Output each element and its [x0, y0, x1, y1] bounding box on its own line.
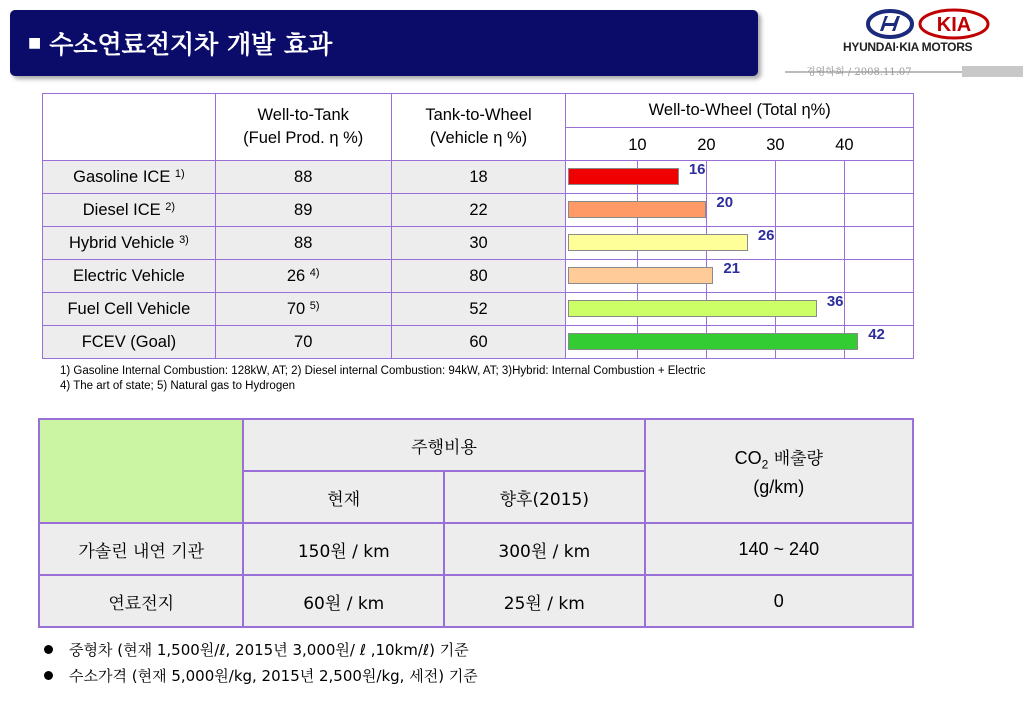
wtt-value: 88: [215, 227, 391, 260]
wtw-bar-cell: [566, 260, 914, 293]
wtw-data-label: 36: [826, 293, 844, 310]
table-row: [43, 293, 914, 326]
table-row: [43, 227, 914, 260]
vehicle-name: Hybrid Vehicle $^{3)}$: [43, 227, 216, 260]
source-bar: [962, 66, 1023, 77]
gridline: [775, 194, 776, 226]
wtw-bar: [568, 300, 816, 317]
gridline: [844, 194, 845, 226]
wtw-bar: [568, 267, 713, 284]
gridline: [844, 227, 845, 259]
now-header: 현재: [243, 471, 444, 523]
gridline: [706, 194, 707, 226]
ttw-value: 18: [391, 161, 566, 194]
vehicle-name: Electric Vehicle: [43, 260, 216, 293]
gridline: [844, 293, 845, 325]
tick-label: 20: [697, 136, 716, 154]
row-label: 연료전지: [39, 575, 243, 627]
list-item: 수소가격 (현재 5,000원/kg, 2015년 2,500원/kg, 세전) 기준: [44, 662, 478, 688]
wtw-bar-cell: [566, 326, 914, 359]
wtw-data-label: 42: [868, 326, 885, 343]
cost-now: 60원 / km: [243, 575, 444, 627]
kia-logo-text: KIA: [936, 14, 972, 36]
table-row: [43, 260, 914, 293]
title-bar: [10, 10, 758, 76]
gridline: [706, 161, 707, 193]
wtw-data-label: 26: [757, 227, 775, 244]
row-label: 가솔린 내연 기관: [39, 523, 243, 575]
footnotes: [60, 364, 705, 394]
future-header: 향후(2015): [444, 471, 645, 523]
co2-value: 0: [645, 575, 913, 627]
table-row: [39, 523, 913, 575]
footnote-line-2: 4) The art of state; 5) Natural gas to Hydrogen: [60, 380, 296, 392]
table-row: [39, 575, 913, 627]
wtw-bar-cell: [566, 227, 914, 260]
table-row: [43, 161, 914, 194]
wtw-bar-cell: [566, 194, 914, 227]
wtt-value: 70: [215, 326, 391, 359]
gridline: [844, 260, 845, 292]
gridline: [775, 161, 776, 193]
wtw-bar: [568, 333, 858, 350]
cost-corner-cell: [39, 419, 243, 523]
hyundai-icon: [880, 16, 900, 31]
wtt-value: 26 $^{4)}$: [215, 260, 391, 293]
tick-label: 10: [628, 136, 647, 154]
gridline: [775, 227, 776, 259]
wtw-bar: [568, 234, 747, 251]
wtw-data-label: 20: [716, 194, 734, 211]
bullet-list: [44, 636, 478, 688]
cost-header: 주행비용: [243, 419, 644, 471]
efficiency-table: [42, 93, 914, 359]
bullet-dot-icon: [44, 671, 53, 680]
wtw-bar-cell: [566, 293, 914, 326]
wtw-data-label: 16: [688, 161, 706, 178]
co2-value: 140 ~ 240: [645, 523, 913, 575]
wtw-axis: [566, 128, 914, 161]
wtw-bar: [568, 168, 678, 185]
cost-future: 300원 / km: [444, 523, 645, 575]
tick-label: 40: [835, 136, 854, 154]
cost-now: 150원 / km: [243, 523, 444, 575]
wtt-value: 88: [215, 161, 391, 194]
vehicle-name: FCEV (Goal): [43, 326, 216, 359]
bullet-dot-icon: [44, 645, 53, 654]
list-item: 중형차 (현재 1,500원/ℓ, 2015년 3,000원/ ℓ ,10km/ℓ) 기준: [44, 636, 478, 662]
vehicle-name: Diesel ICE $^{2)}$: [43, 194, 216, 227]
wtw-header: Well-to-Wheel (Total η%): [566, 94, 914, 128]
gridline: [844, 161, 845, 193]
vehicle-name: Fuel Cell Vehicle: [43, 293, 216, 326]
wtt-value: 70 $^{5)}$: [215, 293, 391, 326]
co2-header: $CO_2$ 배출량 (g/km): [645, 419, 913, 523]
ttw-value: 30: [391, 227, 566, 260]
cost-table: [38, 418, 914, 628]
title-bullet: ■: [28, 35, 42, 51]
wtw-data-label: 21: [723, 260, 740, 277]
wtt-value: 89: [215, 194, 391, 227]
table-row: [43, 326, 914, 359]
source-text: 경영학회 / 2008.11.07: [806, 67, 912, 78]
wtw-bar: [568, 201, 706, 218]
wtt-header: Well-to-Tank (Fuel Prod. η %): [215, 94, 391, 161]
cost-future: 25원 / km: [444, 575, 645, 627]
ttw-value: 60: [391, 326, 566, 359]
page-title: 수소연료전지차 개발 효과: [49, 30, 333, 59]
corner-cell: [43, 94, 216, 161]
gridline: [775, 260, 776, 292]
tick-label: 30: [766, 136, 785, 154]
vehicle-name: Gasoline ICE $^{1)}$: [43, 161, 216, 194]
ttw-header: Tank-to-Wheel (Vehicle η %): [391, 94, 566, 161]
ttw-value: 52: [391, 293, 566, 326]
footnote-line-1: 1) Gasoline Internal Combustion: 128kW, AT; 2) Diesel internal Combustion: 94kW, AT; 3)Hybrid: Internal Combustion + Electric: [60, 365, 706, 377]
wtw-bar-cell: [566, 161, 914, 194]
logo-text: HYUNDAI·KIA MOTORS: [843, 40, 973, 54]
ttw-value: 80: [391, 260, 566, 293]
ttw-value: 22: [391, 194, 566, 227]
table-row: [43, 194, 914, 227]
